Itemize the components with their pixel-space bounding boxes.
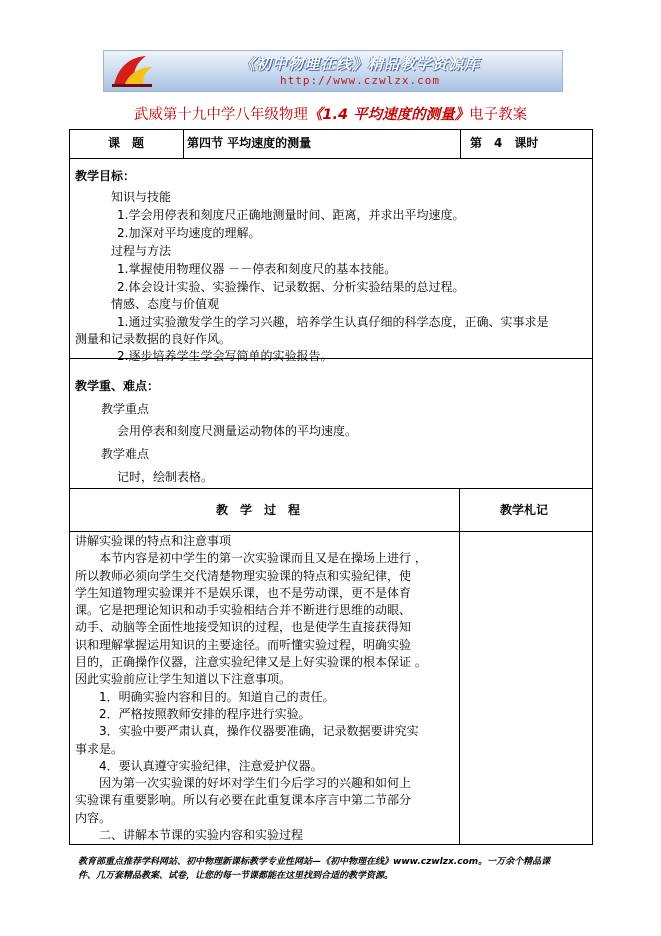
site-logo-icon <box>110 53 154 89</box>
key-point-label: 教学重点 <box>101 402 150 416</box>
emotion-item-cont: 测量和记录数据的良好作风。 <box>75 332 232 346</box>
process-section-heading: 二、讲解本节课的实验内容和实验过程 <box>75 828 304 843</box>
column-divider <box>460 130 461 158</box>
process-rule-item: 2．严格按照教师安排的程序进行实验。 <box>75 706 311 721</box>
page-footer <box>78 855 598 883</box>
process-item: 1.掌握使用物理仪器 －－停表和刻度尺的基本技能。 <box>117 262 397 276</box>
banner-title: 《初中物理在线》精品教学资源库 <box>239 55 480 73</box>
difficult-point-text: 记时，绘制表格。 <box>117 470 214 484</box>
period-label: 第 4 课时 <box>470 136 539 150</box>
process-para-line: 因此实验前应让学生知道以下注意事项。 <box>75 672 292 687</box>
emotion-heading: 情感、态度与价值观 <box>111 297 220 311</box>
process-content <box>75 533 461 844</box>
column-divider <box>183 130 184 158</box>
process-para-line: 所以教师必须向学生交代清楚物理实验课的特点和实验纪律，使 <box>75 568 412 583</box>
process-column-header: 教 学 过 程 <box>216 503 301 517</box>
process-para-line: 识和理解掌握运用知识的主要途径。而听懂实验过程，明确实验 <box>75 637 412 652</box>
row-divider <box>70 531 592 532</box>
process-para-line: 学生知道物理实验课并不是娱乐课，也不是劳动课，更不是体育 <box>75 585 412 600</box>
doc-title-suffix: 电子教案 <box>469 107 528 123</box>
process-para-line: 课。它是把理论知识和动手实验相结合并不断进行思维的动眼、 <box>75 603 412 618</box>
process-para-line: 动手、动脑等全面性地接受知识的过程，也是使学生直接获得知 <box>75 620 412 635</box>
row-divider <box>70 158 592 159</box>
site-banner <box>103 50 563 92</box>
process-para-line: 内容。 <box>75 810 112 825</box>
knowledge-item: 2.加深对平均速度的理解。 <box>117 226 261 240</box>
process-item: 2.体会设计实验、实验操作、记录数据、分析实验结果的总过程。 <box>117 280 465 294</box>
process-para-line: 实验课有重要影响。所以有必要在此重复课本序言中第二节部分 <box>75 793 412 808</box>
emotion-item: 1.通过实验激发学生的学习兴趣，培养学生认真仔细的科学态度，正确、实事求是 <box>117 315 549 329</box>
process-rule-item: 事求是。 <box>75 741 124 756</box>
knowledge-heading: 知识与技能 <box>111 190 172 204</box>
objectives-heading: 教学目标： <box>75 169 136 183</box>
document-title <box>0 103 661 124</box>
process-para-line: 本节内容是初中学生的第一次实验课而且又是在操场上进行 ， <box>75 551 427 566</box>
footer-line: 教育部重点推荐学科网站、初中物理新课标教学专业性网站—《初中物理在线》www.czwlzx.com。一万余个精品课 <box>78 857 551 867</box>
process-para-line: 因为第一次实验课的好坏对学生们今后学习的兴趣和如何上 <box>75 776 412 791</box>
process-rule-item: 3．实验中要严肃认真，操作仪器要准确，记录数据要讲究实 <box>75 724 419 739</box>
process-heading: 过程与方法 <box>111 244 172 258</box>
section-name: 第四节 平均速度的测量 <box>187 136 312 150</box>
doc-title-topic: 《1.4 平均速度的测量》 <box>307 107 470 123</box>
key-point-text: 会用停表和刻度尺测量运动物体的平均速度。 <box>117 424 358 438</box>
process-rule-item: 1．明确实验内容和目的。知道自己的责任。 <box>75 689 335 704</box>
process-rule-item: 4．要认真遵守实验纪律，注意爱护仪器。 <box>75 758 323 773</box>
process-para-line: 目的，正确操作仪器，注意实验纪律又是上好实验课的根本保证 。 <box>75 655 427 670</box>
emotion-item: 2.逐步培养学生学会写简单的实验报告。 <box>117 349 333 363</box>
knowledge-item: 1.学会用停表和刻度尺正确地测量时间、距离，并求出平均速度。 <box>117 208 465 222</box>
footer-line: 件、几万套精品教案、试卷，让您的每一节课都能在这里找到合适的教学资源。 <box>78 871 394 881</box>
banner-url[interactable]: http://www.czwlzx.com <box>279 74 441 87</box>
course-label: 课 题 <box>108 136 145 150</box>
row-divider <box>70 488 592 489</box>
process-intro: 讲解实验课的特点和注意事项 <box>75 534 232 548</box>
difficult-point-label: 教学难点 <box>101 447 150 461</box>
notes-column-header: 教学札记 <box>500 503 549 517</box>
doc-title-prefix: 武威第十九中学八年级物理 <box>133 107 308 123</box>
key-points-heading: 教学重、难点： <box>75 379 160 393</box>
